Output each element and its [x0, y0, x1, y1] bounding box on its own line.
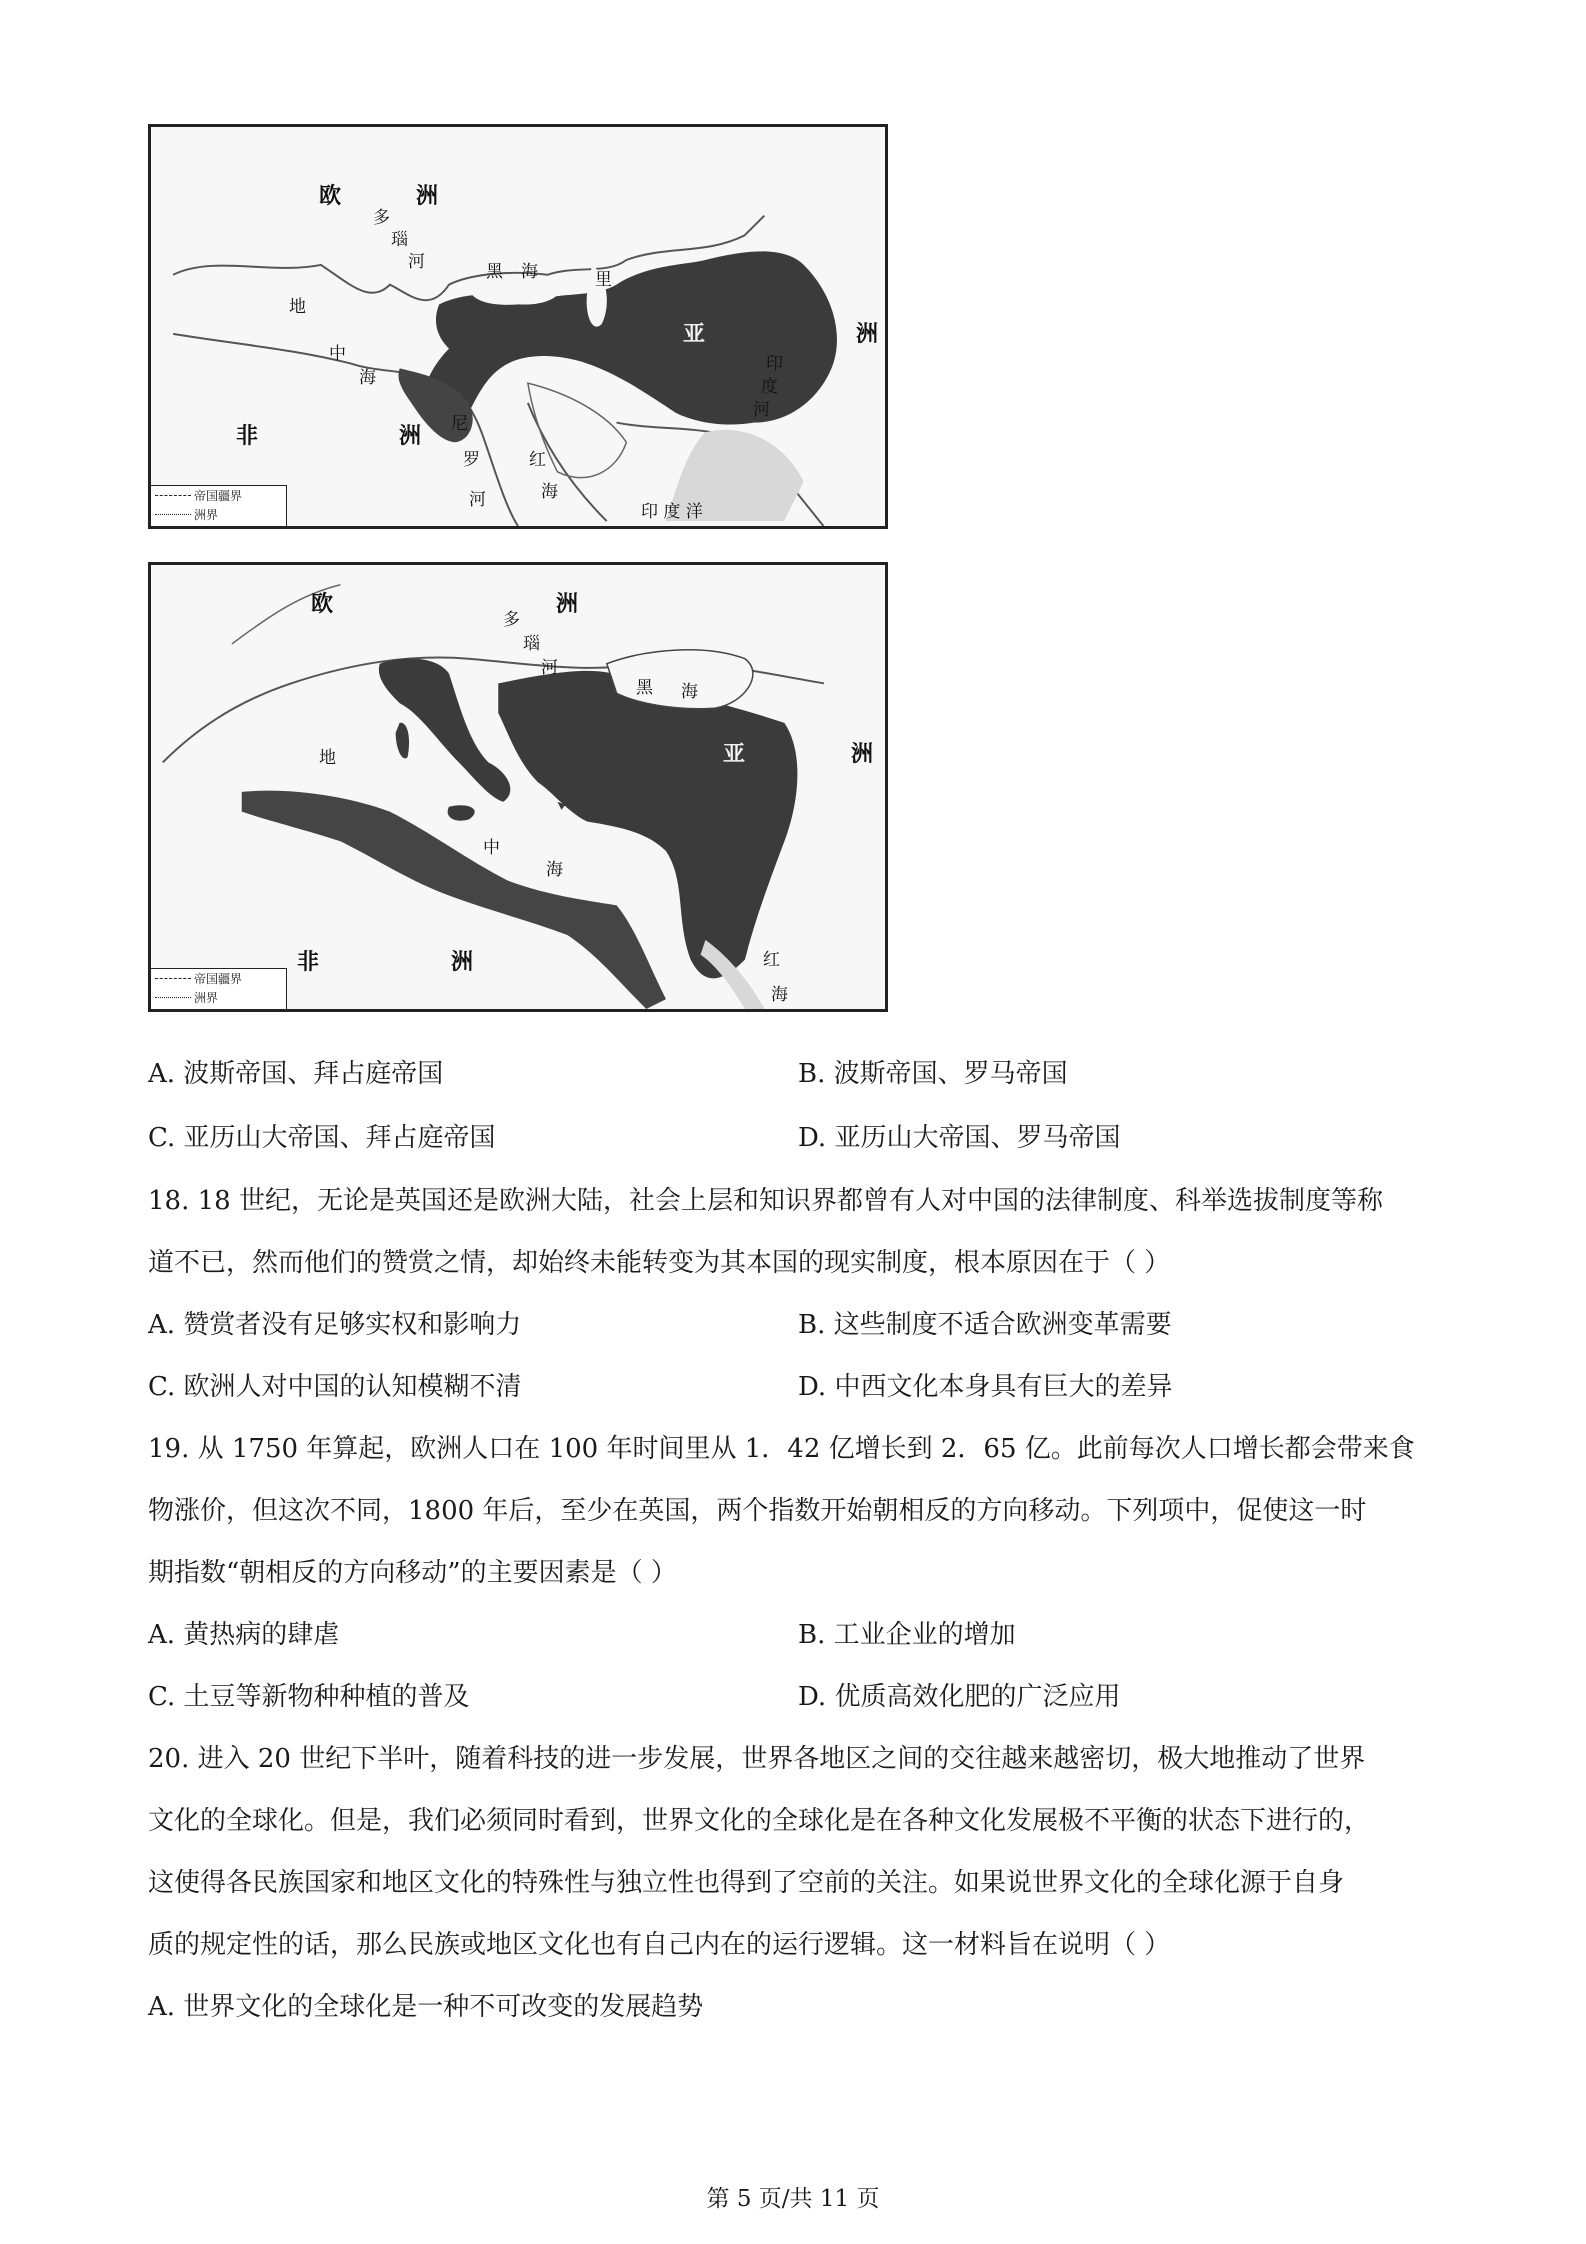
q19-option-d: D. 优质高效化肥的广泛应用	[798, 1682, 1121, 1712]
label-danube-3: 河	[408, 252, 425, 272]
label-black-sea-2: 海	[521, 262, 538, 282]
q17-option-a: A. 波斯帝国、拜占庭帝国	[148, 1059, 444, 1089]
label-europe-1: 欧	[319, 184, 342, 209]
label-danube-2: 瑙	[391, 230, 408, 250]
label-red-sea-2: 海	[541, 482, 558, 502]
label-med-2: 中	[329, 344, 346, 364]
label-europe-2: 洲	[416, 184, 439, 209]
label-indus-3: 河	[753, 400, 770, 420]
label-nile-1: 尼	[451, 414, 468, 434]
label-med-3: 海	[546, 860, 563, 880]
q20-stem-line-3: 这使得各民族国家和地区文化的特殊性与独立性也得到了空前的关注。如果说世界文化的全球化源于自身	[148, 1868, 1345, 1898]
q19-option-a: A. 黄热病的肆虐	[148, 1620, 340, 1650]
q20-stem-line-4: 质的规定性的话，那么民族或地区文化也有自己内在的运行逻辑。这一材料旨在说明（ ）	[148, 1930, 1171, 1960]
label-danube-3: 河	[541, 658, 558, 678]
q19-option-c: C. 土豆等新物种种植的普及	[148, 1682, 470, 1712]
label-asia-2: 洲	[856, 322, 879, 347]
label-nile-3: 河	[469, 490, 486, 510]
label-black-sea-2: 海	[681, 682, 698, 702]
label-black-sea-1: 黑	[636, 678, 653, 698]
label-danube-1: 多	[503, 610, 520, 630]
legend-continent-border: 洲界	[194, 508, 219, 522]
label-med-1: 地	[319, 748, 336, 768]
q19-stem-line-2: 物涨价，但这次不同，1800 年后，至少在英国，两个指数开始朝相反的方向移动。下列项中，促使这一时	[148, 1496, 1367, 1526]
q20-stem-line-2: 文化的全球化。但是，我们必须同时看到，世界文化的全球化是在各种文化发展极不平衡的状态下进行的，	[148, 1806, 1371, 1836]
map-1-legend	[151, 485, 287, 526]
label-africa-2: 洲	[399, 424, 422, 449]
label-nile-2: 罗	[463, 450, 480, 470]
q17-option-b: B. 波斯帝国、罗马帝国	[798, 1059, 1068, 1089]
label-africa-2: 洲	[451, 950, 474, 975]
label-asia-2: 洲	[851, 742, 874, 767]
label-europe-2: 洲	[556, 592, 579, 617]
q18-stem-line-1: 18. 18 世纪，无论是英国还是欧洲大陆，社会上层和知识界都曾有人对中国的法律制度、科举选拔制度等称	[148, 1186, 1383, 1216]
label-danube-2: 瑙	[523, 634, 540, 654]
q20-stem-line-1: 20. 进入 20 世纪下半叶，随着科技的进一步发展，世界各地区之间的交往越来越密切，极大地推动了世界	[148, 1744, 1366, 1774]
label-red-sea-2: 海	[771, 985, 788, 1005]
label-red-sea-1: 红	[529, 450, 546, 470]
label-asia-1: 亚	[723, 742, 746, 767]
q17-option-d: D. 亚历山大帝国、罗马帝国	[798, 1123, 1121, 1153]
q19-stem-line-1: 19. 从 1750 年算起，欧洲人口在 100 年时间里从 1．42 亿增长到 2．65 亿。此前每次人口增长都会带来食	[148, 1434, 1415, 1464]
q18-option-a: A. 赞赏者没有足够实权和影响力	[148, 1310, 522, 1340]
label-red-sea-1: 红	[763, 950, 780, 970]
q17-option-c: C. 亚历山大帝国、拜占庭帝国	[148, 1123, 496, 1153]
label-indus-1: 印	[766, 354, 783, 374]
q18-option-b: B. 这些制度不适合欧洲变革需要	[798, 1310, 1172, 1340]
legend-empire-border: 帝国疆界	[194, 489, 243, 503]
label-indus-2: 度	[761, 377, 778, 397]
map-1-drawing	[151, 127, 885, 526]
q19-option-b: B. 工业企业的增加	[798, 1620, 1016, 1650]
label-africa-1: 非	[297, 950, 320, 975]
map-2-drawing	[151, 565, 885, 1009]
q18-option-d: D. 中西文化本身具有巨大的差异	[798, 1372, 1173, 1402]
page-footer: 第 5 页/共 11 页	[706, 2186, 880, 2212]
label-indian-ocean: 印 度 洋	[641, 502, 703, 522]
map-2-legend	[151, 968, 287, 1009]
q19-stem-line-3: 期指数“朝相反的方向移动”的主要因素是（ ）	[148, 1558, 677, 1588]
label-caspian: 里	[595, 270, 612, 290]
label-med-1: 地	[289, 297, 306, 317]
label-africa-1: 非	[236, 424, 259, 449]
empire-map-1	[148, 124, 888, 529]
q18-stem-line-2: 道不已，然而他们的赞赏之情，却始终未能转变为其本国的现实制度，根本原因在于（ ）	[148, 1248, 1171, 1278]
label-black-sea-1: 黑	[486, 262, 503, 282]
label-europe-1: 欧	[311, 592, 334, 617]
legend-continent-border: 洲界	[194, 991, 219, 1005]
empire-map-2	[148, 562, 888, 1012]
label-med-3: 海	[359, 368, 376, 388]
legend-empire-border: 帝国疆界	[194, 972, 243, 986]
label-asia-1: 亚	[683, 322, 706, 347]
label-danube-1: 多	[373, 208, 390, 228]
q18-option-c: C. 欧洲人对中国的认知模糊不清	[148, 1372, 522, 1402]
q20-option-a: A. 世界文化的全球化是一种不可改变的发展趋势	[148, 1992, 704, 2022]
label-med-2: 中	[483, 838, 500, 858]
